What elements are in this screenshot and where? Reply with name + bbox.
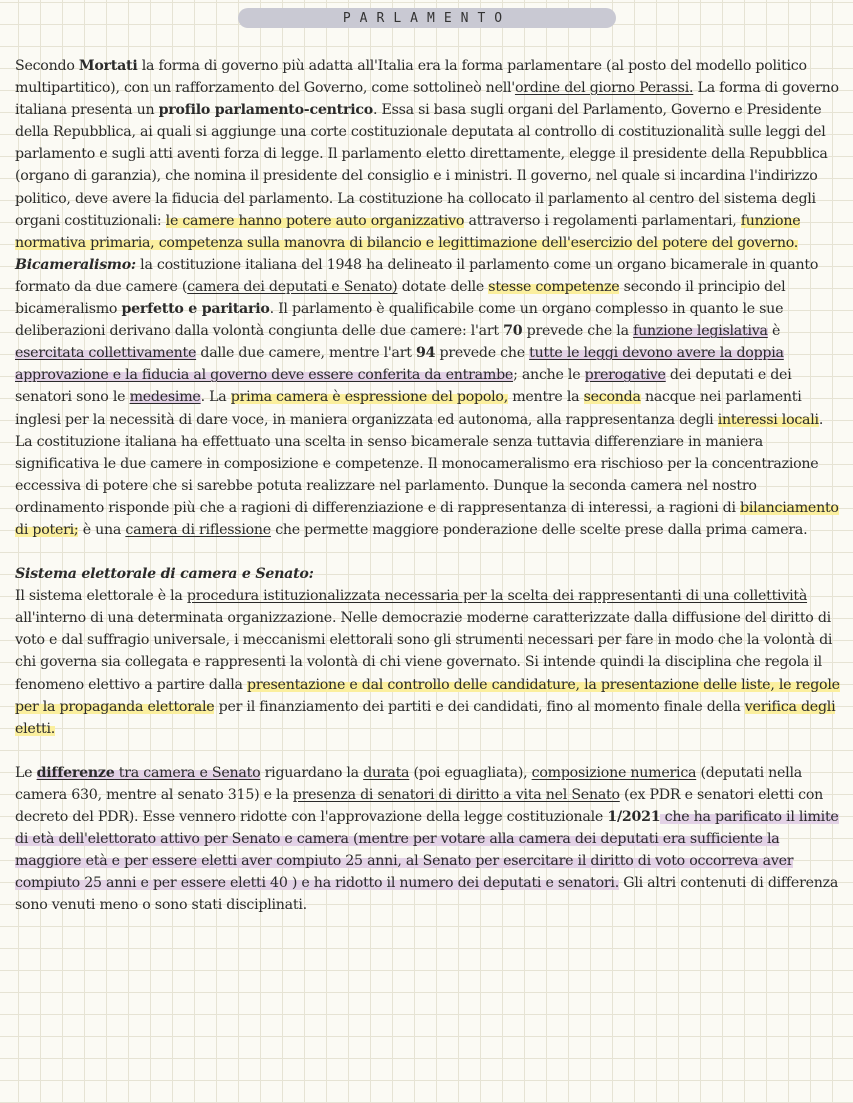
highlight-funzione-legislativa: funzione legislativa [633,323,768,340]
highlight-interessi-locali: interessi locali [717,411,819,428]
text: Secondo [15,58,79,74]
text: dalle due camere, mentre l'art [196,345,416,362]
text: Il sistema elettorale è la [15,588,187,605]
underline-camere: camera dei deputati e Senato) [187,278,398,295]
text: nacque nei parlamenti inglesi per la necessità di dare voce, in maniera organizzata ed autonoma, alla rappresentanza degli [15,389,802,428]
text: . La [200,389,231,406]
text: è una [78,521,126,538]
text: . Il parlamento è qualificabile come un organo complesso in quanto le sue deliberazioni derivano dalla volontà congiunta delle due camere: l'art [15,301,784,340]
text: La forma di governo italiana presenta un [15,80,839,119]
page-title: PARLAMENTO [342,10,512,26]
spacer [15,541,841,563]
text: dotate delle [397,278,489,295]
text: all'interno di una determinata organizzazione. Nelle democrazie moderne caratterizzate dalla diffusione del diritto di voto e dal suffragio universale, i meccanismi elettorali sono gli strumenti necessari per fare in modo che la volontà di chi governa sia collegata e rappresenti la volontà di chi viene governato. Si intende quindi la disciplina che regola il fenomeno elettivo a partire dalla [15,610,833,693]
highlight-doppia-approvazione: tutte le leggi devono avere la doppia approvazione e la fiducia al governo deve essere conferita da entrambe [15,345,784,384]
highlight-candidature: presentazione e dal controllo delle candidature, la presentazione delle liste, le regole per la propaganda elettorale [15,676,840,715]
paragraph-sistema-elettorale [15,563,841,740]
underline-durata: durata [363,764,410,781]
text: per il finanziamento dei partiti e dei candidati, fino al momento finale della [214,698,745,715]
text: la costituzione italiana del 1948 ha delineato il parlamento come un organo bicamerale in quanto formato da due camere ( [15,256,819,295]
highlight-funzione-normativa: funzione normativa primaria, competenza sulla manovra di bilancio e legittimazione dell'esercizio del potere del governo. [15,212,801,251]
highlight-potere-auto-organizzativo: le camere hanno potere auto organizzativo [165,212,465,229]
highlight-stesse-competenze: stesse competenze [488,278,620,295]
text: (poi eguagliata), [409,764,532,781]
underline-camera-riflessione: camera di riflessione [125,521,271,538]
underline-procedura: procedura istituzionalizzata necessaria per la scelta dei rappresentanti di una collettività [186,588,808,605]
text: dei deputati e dei senatori sono le [15,367,792,406]
text: ; anche le [513,367,585,384]
heading-bicameralismo: Bicameralismo: [15,256,136,273]
bold-perfetto-paritario: perfetto e paritario [121,301,270,318]
bold-art-94: 94 [416,345,436,362]
paragraph-forma-di-governo [15,55,841,254]
text: la forma di governo più adatta all'Italia era la forma parlamentare (al posto del modello politico multipartitico), con un rafforzamento del Governo, come sottolineò nell' [15,58,807,97]
text: prevede che la [522,323,634,340]
highlight-prerogative: prerogative [584,367,666,384]
highlight-esercitata-collettivamente: esercitata collettivamente [15,345,197,362]
title-banner [238,8,616,28]
paragraph-differenze [15,762,841,917]
text: prevede che [435,345,530,362]
bold-profilo: profilo parlamento-centrico [158,102,373,119]
text: (ex PDR e senatori eletti con decreto del PDR). Esse vennero ridotte con l'approvazione della legge costituzionale [15,786,824,825]
highlight-tra-camera-senato: tra camera e Senato [114,764,261,781]
text: secondo il principio del bicameralismo [15,278,786,318]
underline-ordine-perassi: ordine del giorno Perassi. [514,80,694,97]
text: Gli altri contenuti di differenza sono venuti meno o sono stati disciplinati. [15,875,839,914]
spacer [15,740,841,762]
highlight-parificato: che ha parificato il limite di età dell'elettorato attivo per Senato e camera (mentre per votare alla camera dei deputati era sufficiente la maggiore età e per essere eletti aver compiuto 25 anni, al Senato per esercitare il diritto di voto occorreva aver compiuto 25 anni e per essere eletti 40 ) e ha ridotto il numero dei deputati e senatori. [15,809,839,892]
highlight-verifica-eletti: verifica degli eletti. [15,698,836,737]
heading-sistema-elettorale: Sistema elettorale di camera e Senato: [15,566,314,583]
highlight-seconda: seconda [583,389,641,406]
text: attraverso i regolamenti parlamentari, [464,212,741,229]
bold-legge-1-2021: 1/2021 [607,809,661,825]
text: . Essa si basa sugli organi del Parlamento, Governo e Presidente della Repubblica, ai quali si aggiunge una corte costituzionale deputata al controllo di costituzionalità sulle leggi del parlamento e sugli atti aventi forza di legge. Il parlamento eletto direttamente, elegge il presidente della Repubblica (organo di garanzia), che nomina il presidente del consiglio e i ministri. Il governo, nel quale si incardina l'indirizzo politico, deve avere la fiducia del parlamento. La costituzione ha collocato il parlamento al centro del sistema degli organi costituzionali: [15,102,828,229]
underline-senatori-a-vita: presenza di senatori di diritto a vita nel Senato [292,786,620,803]
bold-art-70: 70 [503,323,523,340]
highlight-bilanciamento: bilanciamento di poteri; [15,499,839,538]
paragraph-bicameralismo [15,254,841,541]
text: Le [15,764,37,781]
highlight-prima-camera: prima camera è espressione del popolo, [230,389,508,406]
underline-composizione: composizione numerica [531,764,697,781]
highlight-medesime: medesime [129,389,201,406]
text: . La costituzione italiana ha effettuato una scelta in senso bicamerale senza tuttavia differenziare in maniera significativa le due camere in composizione e competenze. Il monocameralismo era rischioso per la concentrazione eccessiva di potere che si sarebbe potuta realizzare nel parlamento. Dunque la seconda camera nel nostro ordinamento risponde più che a ragioni di differenziazione e di rappresentanza di interessi, a ragioni di [15,411,824,516]
text: riguardano la [260,764,364,781]
text: che permette maggiore ponderazione delle scelte prese dalla prima camera. [270,521,808,538]
bold-mortati: Mortati [78,58,138,74]
notes-body [15,55,841,916]
text: (deputati nella camera 630, mentre al senato 315) e la [15,764,802,803]
text: mentre la [507,389,584,406]
bold-differenze: differenze [36,764,115,781]
text: è [767,323,781,340]
